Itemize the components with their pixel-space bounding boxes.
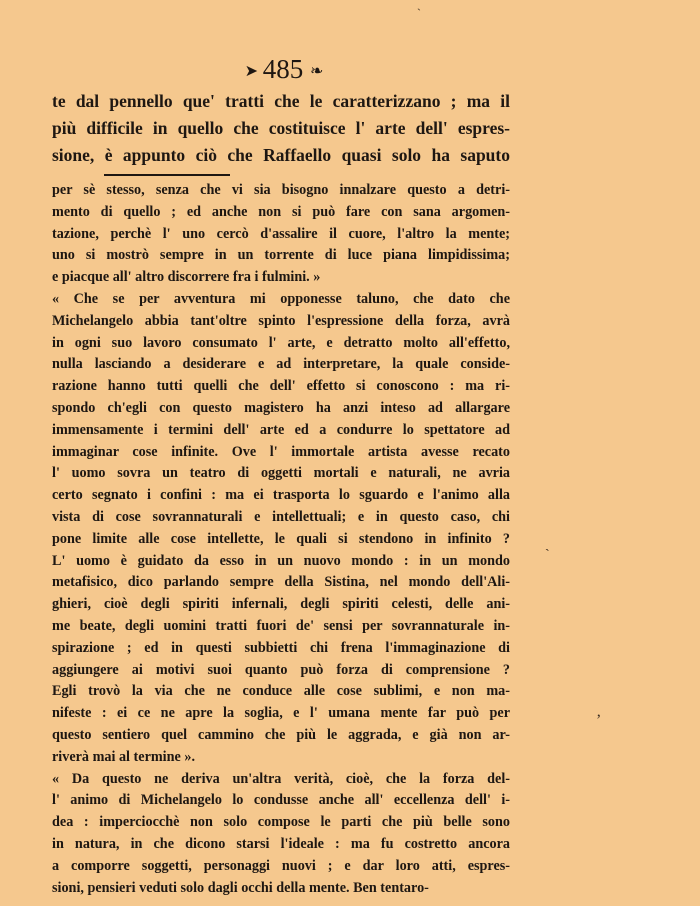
text-line: immaginar cose infinite. Ove l' immortale artista avesse recato	[52, 443, 510, 460]
right-ornament-icon: ❧	[310, 62, 322, 80]
text-line: « Che se per avventura mi opponesse taluno, che dato che	[52, 290, 510, 307]
text-line: l' animo di Michelangelo lo condusse anche all' eccellenza dell' i-	[52, 792, 510, 809]
page-number: 485	[262, 54, 304, 84]
text-line: spondo ch'egli con questo magistero ha anzi inteso ad allargare	[52, 399, 510, 416]
text-line: in natura, in che dicono starsi l'ideale : ma fu costretto ancora	[52, 835, 510, 852]
text-line: a comporre soggetti, personaggi nuovi ; e dar loro atti, espres-	[52, 857, 510, 874]
ink-speck: ˎ	[545, 537, 550, 552]
text-line: pone limite alle cose intellette, le quali si stendono in infinito ?	[52, 530, 510, 547]
text-line: me beate, degli uomini tratti fuori de' sensi per sovrannaturale in-	[52, 617, 510, 634]
ink-speck: ˋ	[417, 6, 421, 20]
text-line: ghieri, cioè degli spiriti infernali, degli spiriti celesti, delle ani-	[52, 596, 510, 613]
text-line: questo sentiero quel cammino che più le aggrada, e già non ar-	[52, 726, 510, 743]
text-line: te dal pennello que' tratti che le caratterizzano ; ma il	[52, 91, 510, 111]
text-line: mento di quello ; ed anche non si può fare con sana argomen-	[52, 203, 510, 220]
text-line: Michelangelo abbia tant'oltre spinto l'espressione della forza, avrà	[52, 312, 510, 329]
footnote-text	[52, 180, 510, 899]
text-line: metafisico, dico parlando sempre della Sistina, nel mondo dell'Ali-	[52, 574, 510, 591]
main-text	[52, 88, 510, 169]
left-ornament-icon: ➤	[244, 62, 256, 80]
text-line: tazione, perchè l' uno cercò d'assalire il cuore, l'altro la mente;	[52, 225, 510, 242]
page-header	[0, 54, 566, 87]
text-line: nifeste : ei ce ne apre la soglia, e l' umana mente far può per	[52, 705, 510, 722]
ink-speck: ʼ	[596, 712, 602, 729]
text-line: immensamente i termini dell' arte ed a condurre lo spettatore ad	[52, 421, 510, 438]
text-line: sione, è appunto ciò che Raffaello quasi solo ha saputo	[52, 145, 510, 165]
text-line: in ogni suo lavoro consumato l' arte, e detratto molto all'effetto,	[52, 334, 510, 351]
text-line: dea : imperciocchè non solo compose le parti che più belle sono	[52, 814, 510, 831]
text-line: aggiungere ai motivi suoi quanto può forza di comprensione ?	[52, 661, 510, 678]
text-line: certo segnato i confini : ma ei trasporta lo sguardo e l'animo alla	[52, 487, 510, 504]
footnote-separator	[104, 174, 230, 176]
text-line: Egli trovò la via che ne conduce alle cose sublimi, e non ma-	[52, 683, 510, 700]
text-line: L' uomo è guidato da esso in un nuovo mondo : in un mondo	[52, 552, 510, 569]
text-line: « Da questo ne deriva un'altra verità, cioè, che la forza del-	[52, 770, 510, 787]
text-line: e piacque all' altro discorrere fra i fulmini. »	[52, 269, 321, 286]
text-line: sioni, pensieri veduti solo dagli occhi della mente. Ben tentaro-	[52, 879, 429, 896]
text-line: vista di cose sovrannaturali e intellettuali; e in questo caso, chi	[52, 508, 510, 525]
text-line: riverà mai al termine ».	[52, 748, 196, 765]
text-line: più difficile in quello che costituisce l' arte dell' espres-	[52, 118, 510, 138]
text-line: l' uomo sovra un teatro di oggetti mortali e naturali, ne avria	[52, 465, 510, 482]
text-line: nulla lasciando a desiderare e ad interpretare, la quale conside-	[52, 356, 510, 373]
text-line: per sè stesso, senza che vi sia bisogno innalzare questo a detri-	[52, 182, 510, 198]
text-line: uno si mostrò sempre in un torrente di luce piana limpidissima;	[52, 247, 510, 264]
text-line: razione hanno tutti quelli che dell' effetto si conoscono : ma ri-	[52, 378, 510, 395]
text-line: spirazione ; ed in questi subbietti chi frena l'immaginazione di	[52, 639, 510, 656]
